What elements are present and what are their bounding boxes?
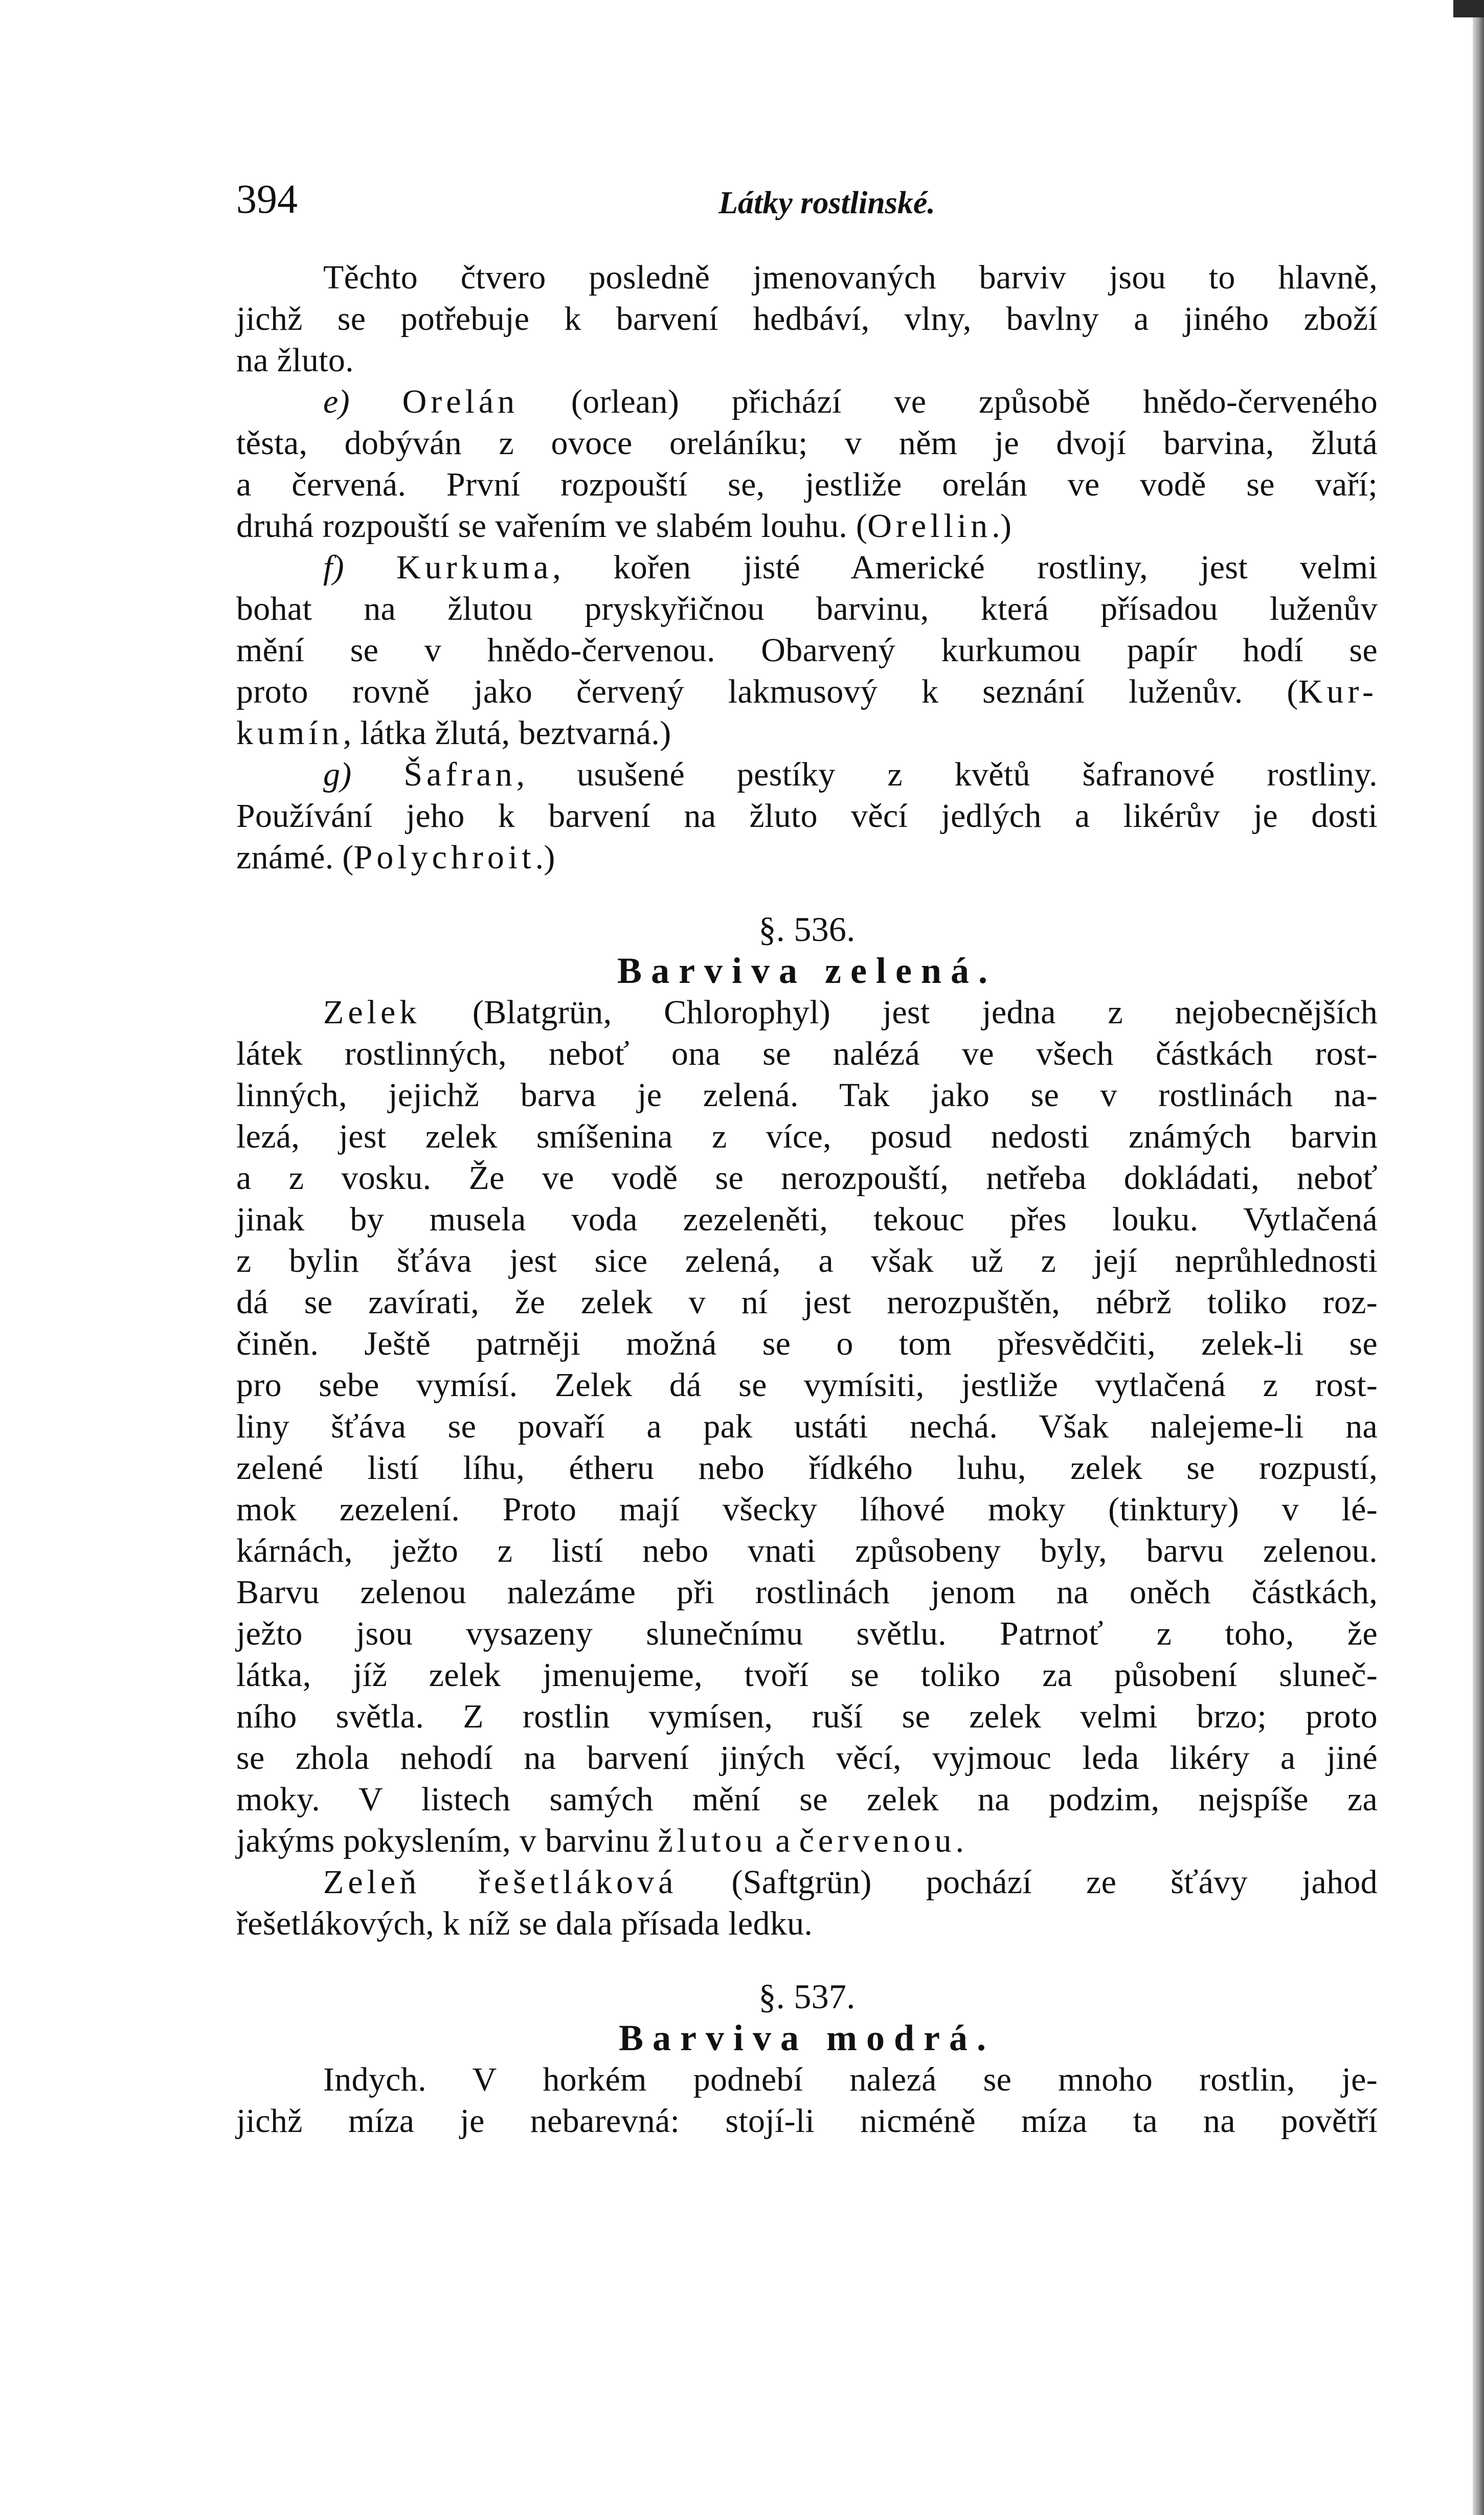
- paragraph-line: a z vosku. Že ve vodě se nerozpouští, netřeba dokládati, neboť: [236, 1159, 1378, 1197]
- term: žlutou: [658, 1822, 767, 1859]
- paragraph-line: g) Šafran, usušené pestíky z květů šafranové rostliny.: [323, 756, 1378, 793]
- term: červenou: [799, 1822, 956, 1859]
- term: Kur-: [1298, 673, 1378, 710]
- item-label: e): [323, 383, 350, 420]
- paragraph-line: f) Kurkuma, kořen jisté Americké rostliny, jest velmi: [323, 549, 1378, 586]
- section-number: §. 536.: [758, 910, 856, 949]
- paragraph-line: z bylin šťáva jest sice zelená, a však už z její neprůhlednosti: [236, 1242, 1378, 1279]
- running-head: Látky rostlinské.: [718, 186, 935, 220]
- term: Polychroit: [353, 839, 535, 876]
- paragraph-line: se zhola nehodí na barvení jiných věcí, vyjmouc leda likéry a jiné: [236, 1739, 1378, 1777]
- paragraph-line: bohat na žlutou pryskyřičnou barvinu, která přísadou luženův: [236, 590, 1378, 627]
- paragraph-line: e) Orelán (orlean) přichází ve způsobě hnědo-červeného: [323, 383, 1378, 420]
- paragraph-line: a červená. První rozpouští se, jestliže orelán ve vodě se vaří;: [236, 466, 1378, 503]
- paragraph-line: těsta, dobýván z ovoce oreláníku; v něm je dvojí barvina, žlutá: [236, 424, 1378, 462]
- paragraph-line: jichž se potřebuje k barvení hedbáví, vlny, bavlny a jiného zboží: [236, 300, 1378, 338]
- paragraph-line: ježto jsou vysazeny slunečnímu světlu. Patrnoť z toho, že: [236, 1615, 1378, 1652]
- section-title: Barviva zelená.: [617, 950, 997, 991]
- term: Orelán: [402, 383, 519, 420]
- paragraph-line: jakýms pokyslením, v barvinu žlutou a červenou.: [236, 1822, 964, 1859]
- page-edge-shadow: [1473, 0, 1484, 2515]
- paragraph-line: ního světla. Z rostlin vymísen, ruší se zelek velmi brzo; proto: [236, 1698, 1378, 1735]
- paragraph-line: na žluto.: [236, 342, 354, 379]
- section-number: §. 537.: [758, 1977, 856, 2016]
- paragraph-line: pro sebe vymísí. Zelek dá se vymísiti, jestliže vytlačená z rost-: [236, 1366, 1378, 1404]
- page-header: [236, 174, 1377, 230]
- paragraph-line: mění se v hnědo-červenou. Obarvený kurkumou papír hodí se: [236, 632, 1378, 669]
- paragraph-line: linných, jejichž barva je zelená. Tak jako se v rostlinách na-: [236, 1076, 1378, 1114]
- term: Kurkuma: [396, 549, 553, 586]
- paragraph-line: proto rovně jako červený lakmusový k seznání luženův. (Kur-: [236, 673, 1378, 710]
- paragraph-line: druhá rozpouští se vařením ve slabém louhu. (Orellin.): [236, 507, 1012, 545]
- paragraph-line: kárnách, ježto z listí nebo vnati způsobeny byly, barvu zelenou.: [236, 1532, 1378, 1569]
- body-text: [236, 257, 1378, 2142]
- paragraph-line: Používání jeho k barvení na žluto věcí jedlých a likérův je dosti: [236, 797, 1378, 835]
- paragraph-line: Barvu zelenou nalezáme při rostlinách jenom na oněch částkách,: [236, 1574, 1378, 1611]
- paragraph-line: Těchto čtvero posledně jmenovaných barviv jsou to hlavně,: [323, 259, 1378, 296]
- paragraph-line: známé. (Polychroit.): [236, 839, 555, 876]
- paragraph-line: Indych. V horkém podnebí nalezá se mnoho rostlin, je-: [323, 2061, 1378, 2098]
- page-number: 394: [236, 177, 298, 222]
- paragraph-line: Zeleň řešetláková (Saftgrün) pochází ze šťávy jahod: [323, 1863, 1378, 1901]
- paragraph-line: lezá, jest zelek smíšenina z více, posud nedosti známých barvin: [236, 1118, 1378, 1155]
- paragraph-line: moky. V listech samých mění se zelek na podzim, nejspíše za: [236, 1781, 1378, 1818]
- paragraph-line: činěn. Ještě patrněji možná se o tom přesvědčiti, zelek-li se: [236, 1325, 1378, 1362]
- paragraph-line: Zelek (Blatgrün, Chlorophyl) jest jedna z nejobecnějších: [323, 994, 1378, 1031]
- term: Indych.: [323, 2061, 426, 2098]
- page-corner-mark: [1453, 0, 1484, 17]
- paragraph-line: látka, jíž zelek jmenujeme, tvoří se toliko za působení sluneč-: [236, 1656, 1378, 1694]
- section-title: Barviva modrá.: [619, 2017, 995, 2058]
- paragraph-line: jinak by musela voda zezeleněti, tekouc přes louku. Vytlačená: [236, 1201, 1378, 1238]
- paragraph-line: mok zezelení. Proto mají všecky líhové moky (tinktury) v lé-: [236, 1491, 1378, 1528]
- term: Orellin: [867, 507, 992, 545]
- item-label: g): [323, 756, 352, 793]
- term: Zeleň řešetláková: [323, 1863, 678, 1901]
- term: kumín: [236, 714, 343, 752]
- paragraph-line: jichž míza je nebarevná: stojí-li nicméně míza ta na povětří: [236, 2102, 1378, 2140]
- paragraph-line: dá se zavírati, že zelek v ní jest nerozpuštěn, nébrž toliko roz-: [236, 1284, 1378, 1321]
- paragraph-line: liny šťáva se povaří a pak ustáti nechá. Však nalejeme-li na: [236, 1408, 1378, 1445]
- paragraph-line: kumín, látka žlutá, beztvarná.): [236, 714, 671, 752]
- term: Zelek: [323, 994, 421, 1031]
- term: Šafran: [403, 756, 516, 793]
- item-label: f): [323, 549, 344, 586]
- paragraph-line: zelené listí líhu, étheru nebo řídkého luhu, zelek se rozpustí,: [236, 1449, 1378, 1487]
- paragraph-line: řešetlákových, k níž se dala přísada ledku.: [236, 1905, 813, 1942]
- paragraph-line: látek rostlinných, neboť ona se nalézá ve všech částkách rost-: [236, 1035, 1378, 1072]
